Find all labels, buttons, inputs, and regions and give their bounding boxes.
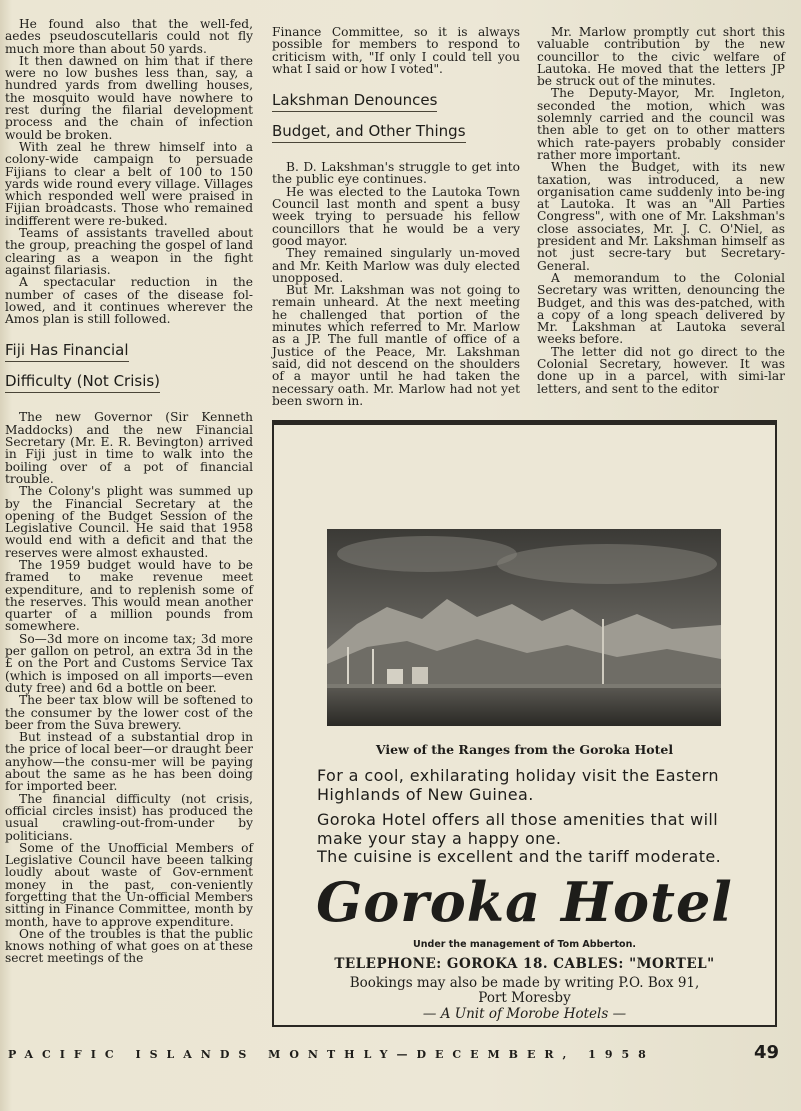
hotel-photo	[327, 529, 721, 726]
heading-line-1: Lakshman Denounces	[272, 89, 437, 112]
paragraph: Teams of assistants travelled about the group, preaching the gospel of land clearing as a weapon in the fight against filariasis.	[5, 226, 253, 277]
paragraph: But instead of a substantial drop in the price of local beer—or draught beer anyhow—the consu-mer will be paying about the same as he has been doing for imported beer.	[5, 730, 253, 794]
ad-text-cuisine: The cuisine is excellent and the tariff moderate.	[317, 847, 722, 866]
paragraph: But Mr. Lakshman was not going to remain unheard. At the next meeting he challenged that portion of the minutes which referred to Mr. Marlow as a JP. The full mantle of office of a Justice of the Peace, Mr. Lakshman said, did not descend on the shoulders of a mayor until he had taken the necessary oath. Mr. Marlow had not yet been sworn in.	[272, 283, 520, 408]
paragraph: The 1959 budget would have to be framed to make revenue meet expenditure, and to replenish some of the reserves. This would mean another quarter of a million pounds from somewhere.	[5, 557, 253, 634]
heading-line-2: Difficulty (Not Crisis)	[5, 370, 160, 393]
paragraph: A spectacular reduction in the number of cases of the disease fol-lowed, and it continues wherever the Amos plan is still followed.	[5, 275, 253, 327]
heading-line-1: Fiji Has Financial	[5, 339, 129, 362]
paragraph: The financial difficulty (not crisis, official circles insist) has produced the usual crawling-out-from-under by politicians.	[5, 791, 253, 843]
ad-text-amenities: Goroka Hotel offers all those amenities that will make your stay a happy one.	[317, 810, 719, 848]
paragraph: He was elected to the Lautoka Town Council last month and spent a busy week trying to persuade his fellow councillors that he would be a very good mayor.	[272, 184, 520, 248]
paragraph: The beer tax blow will be softened to the consumer by the lower cost of the beer from the Suva brewery.	[5, 693, 253, 732]
paragraph: Some of the Unofficial Members of Legislative Council have beeen talking loudly about waste of Gov-ernment money in the past, con-veniently forgetting that the Un-official Members sitting in Finance Committee, month by month, have to approve expenditure.	[5, 840, 253, 929]
column-left	[5, 18, 253, 965]
section-heading-fiji	[5, 339, 253, 401]
paragraph: One of the troubles is that the public knows nothing of what goes on at these secret meetings of the	[5, 926, 253, 966]
paragraph: A memorandum to the Colonial Secretary was written, denouncing the Budget, and this was des-patched, with a copy of a long speach delivered by Mr. Lakshman at Lautoka several weeks before.	[537, 270, 785, 347]
booking-line-2: Port Moresby	[478, 990, 571, 1006]
paragraph: The letter did not go direct to the Colonial Secretary, however. It was done up in a parcel, with simi-lar letters, and sent to the editor	[537, 344, 785, 396]
page-footer: PACIFIC ISLANDS MONTHLY—DECEMBER, 1958	[8, 1048, 655, 1061]
paragraph: They remained singularly un-moved and Mr. Keith Marlow was duly elected unopposed.	[272, 246, 520, 285]
page-number: 49	[754, 1042, 780, 1063]
paragraph: With zeal he threw himself into a colony-wide campaign to persuade Fijians to clear a belt of 100 to 150 yards wide round every village. Villages which responded well were praised in Fijian broadcasts. Those who remained indifferent were re-buked.	[5, 139, 253, 228]
unit-line: — A Unit of Morobe Hotels —	[422, 1006, 627, 1022]
ad-text-holiday: For a cool, exhilarating holiday visit the Eastern Highlands of New Guinea.	[317, 766, 719, 804]
ad-top-rule	[274, 422, 775, 425]
goroka-hotel-logo: Goroka Hotel	[316, 870, 733, 934]
paragraph: Finance Committee, so it is always possible for members to respond to criticism with, "If only I could tell you what I said or how I voted".	[272, 25, 520, 76]
mountain-landscape-image	[327, 529, 721, 726]
paragraph: The Deputy-Mayor, Mr. Ingleton, seconded the motion, which was solemnly carried and the council was then able to get on to other matters which rate-payers probably consider rather more important.	[537, 86, 785, 162]
booking-line-1: Bookings may also be made by writing P.O. Box 91,	[349, 975, 700, 991]
photo-caption: View of the Ranges from the Goroka Hotel	[375, 742, 674, 757]
paragraph: It then dawned on him that if there were no low bushes less than, say, a hundred yards from dwelling houses, the mosquito would have nowhere to rest during the filarial development process and the chain of infection would be broken.	[5, 53, 253, 142]
booking-info	[274, 976, 775, 1006]
section-heading-lakshman	[272, 89, 520, 151]
hotel-advertisement	[272, 420, 777, 1027]
telephone-line: TELEPHONE: GOROKA 18. CABLES: "MORTEL"	[334, 956, 715, 972]
heading-line-2: Budget, and Other Things	[272, 120, 466, 143]
paragraph: B. D. Lakshman's struggle to get into the public eye continues.	[272, 160, 520, 187]
paragraph: The new Governor (Sir Kenneth Maddocks) and the new Financial Secretary (Mr. E. R. Bevington) arrived in Fiji just in time to walk into the boiling over of a pot of financial trouble.	[5, 410, 253, 486]
paragraph: Mr. Marlow promptly cut short this valuable contribution by the new councillor to the civic welfare of Lautoka. He moved that the letters JP be struck out of the minutes.	[537, 25, 785, 89]
paragraph: So—3d more on income tax; 3d more per gallon on petrol, an extra 3d in the £ on the Port and Customs Service Tax (which is imposed on all imports—even duty free) and 6d a bottle on beer.	[5, 631, 253, 695]
column-middle	[272, 26, 520, 407]
paragraph: He found also that the well-fed, aedes pseudoscutellaris could not fly much more than about 50 yards.	[5, 17, 253, 56]
management-line: Under the management of Tom Abberton.	[413, 939, 636, 950]
paragraph: The Colony's plight was summed up by the Financial Secretary at the opening of the Budget Session of the Legislative Council. He said that 1958 would end with a deficit and that the reserves were almost exhausted.	[5, 484, 253, 560]
column-right	[537, 26, 785, 395]
paragraph: When the Budget, with its new taxation, was introduced, a new organisation came suddenly into be-ing at Lautoka. It was an "All Parties Congress", with one of Mr. Lakshman's close associates, Mr. J. C. O'Niel, as president and Mr. Lakshman himself as not just secre-tary but Secretary-General.	[537, 160, 785, 273]
